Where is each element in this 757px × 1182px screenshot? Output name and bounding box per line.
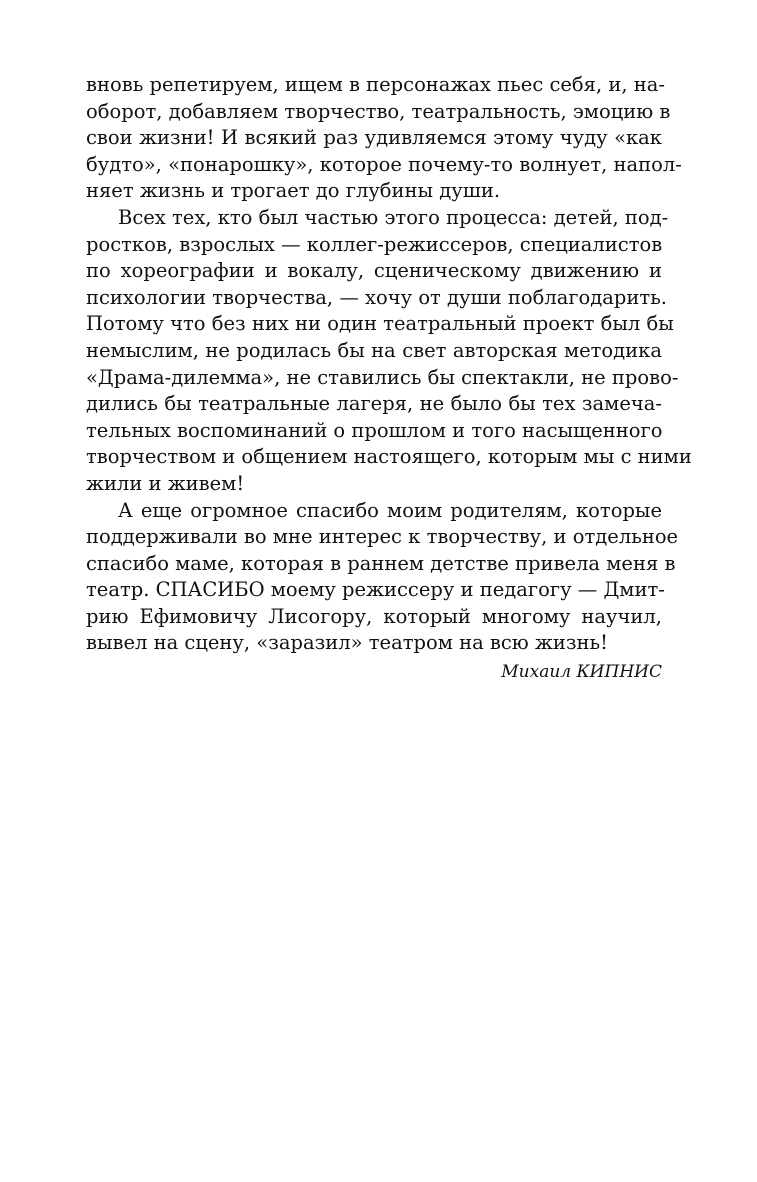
paragraph-3 — [86, 498, 679, 658]
text-line: тельных воспоминаний о прошлом и того насыщенного — [86, 418, 663, 442]
paragraph-2 — [86, 205, 692, 498]
text-line: будто», «понарошку», которое почему-то волнует, напол- — [86, 152, 682, 176]
text-line: спасибо маме, которая в раннем детстве привела меня в — [86, 551, 676, 575]
text-line: ростков, взрослых — коллег-режиссеров, специалистов — [86, 232, 663, 256]
text-line: Потому что без них ни один театральный проект был бы — [86, 312, 674, 336]
text-body — [86, 72, 692, 685]
text-line: «Драма-дилемма», не ставились бы спектакли, не прово- — [86, 365, 679, 389]
text-line: поддерживали во мне интерес к творчеству, и отдельное — [86, 525, 679, 549]
text-line: психологии творчества, — хочу от души поблагодарить. — [86, 285, 668, 309]
text-line: творчеством и общением настоящего, которым мы с ними — [86, 445, 692, 469]
text-line: Всех тех, кто был частью этого процесса: детей, под- — [118, 205, 669, 229]
paragraph-1 — [86, 72, 682, 205]
text-line: немыслим, не родилась бы на свет авторская методика — [86, 338, 662, 362]
text-line: театр. СПАСИБО моему режиссеру и педагогу — Дмит- — [86, 578, 665, 602]
text-line: жили и живем! — [86, 471, 245, 495]
text-line: оборот, добавляем творчество, театральность, эмоцию в — [86, 99, 671, 123]
text-line: рию Ефимовичу Лисогору, который многому научил, — [86, 604, 662, 628]
text-line: свои жизни! И всякий раз удивляемся этому чуду «как — [86, 126, 662, 150]
text-line: по хореографии и вокалу, сценическому движению и — [86, 259, 662, 283]
text-line: няет жизнь и трогает до глубины души. — [86, 179, 501, 203]
text-line: вновь репетируем, ищем в персонажах пьес себя, и, на- — [86, 73, 665, 96]
text-line: дились бы театральные лагеря, не было бы тех замеча- — [86, 392, 662, 416]
text-line: вывел на сцену, «заразил» театром на всю жизнь! — [86, 631, 608, 655]
author-signature: Михаил КИПНИС — [501, 662, 662, 683]
text-line: А еще огромное спасибо моим родителям, которые — [118, 498, 662, 522]
